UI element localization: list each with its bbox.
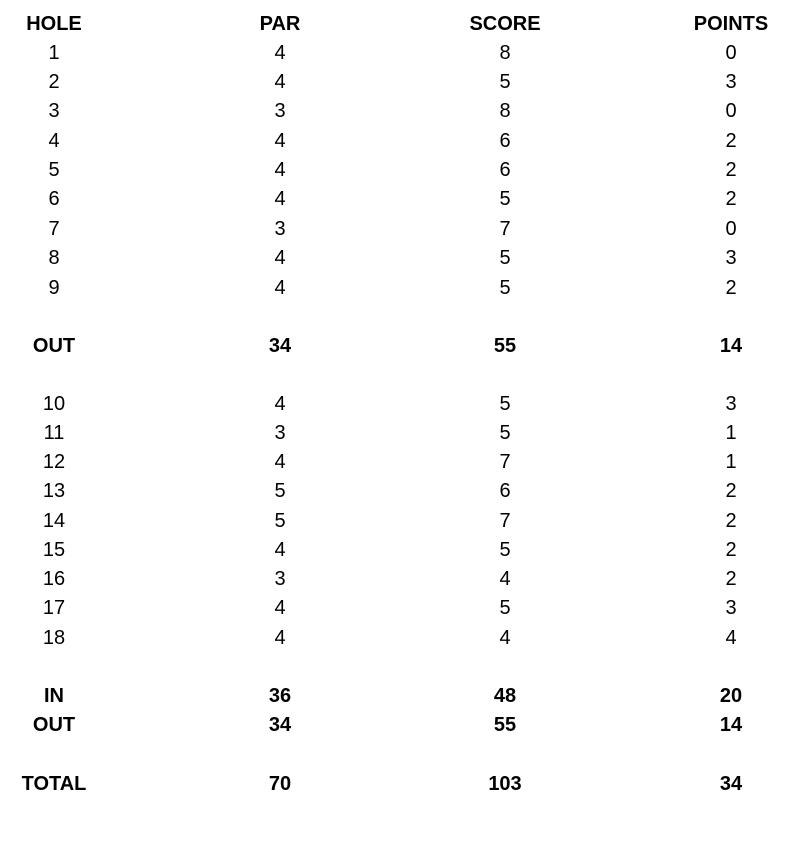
points-value: 0 xyxy=(725,100,737,122)
hole-number: 5 xyxy=(48,159,60,181)
points-value: 2 xyxy=(725,188,737,210)
table-row xyxy=(0,244,796,273)
par-value: 3 xyxy=(274,568,286,590)
header-row xyxy=(0,10,796,39)
par-value: 3 xyxy=(274,218,286,240)
hole-number: 11 xyxy=(43,422,65,444)
points-value: 2 xyxy=(725,539,737,561)
score-value: 5 xyxy=(499,539,511,561)
out-summary-par: 34 xyxy=(268,714,292,736)
table-row xyxy=(0,507,796,536)
score-value: 7 xyxy=(499,510,511,532)
score-value: 5 xyxy=(499,71,511,93)
in-points: 20 xyxy=(719,685,743,707)
hole-number: 16 xyxy=(42,568,66,590)
table-row xyxy=(0,39,796,68)
out-summary-row xyxy=(0,711,796,740)
out-subtotal-row xyxy=(0,332,796,361)
points-value: 1 xyxy=(725,422,737,444)
hole-number: 4 xyxy=(48,130,60,152)
out-summary-score: 55 xyxy=(493,714,517,736)
par-value: 5 xyxy=(274,510,286,532)
par-value: 4 xyxy=(274,247,286,269)
table-row xyxy=(0,68,796,97)
table-row xyxy=(0,97,796,126)
total-score: 103 xyxy=(488,773,522,795)
points-value: 1 xyxy=(725,451,737,473)
hole-number: 10 xyxy=(42,393,66,415)
score-value: 6 xyxy=(499,130,511,152)
out-par: 34 xyxy=(268,335,292,357)
hole-number: 13 xyxy=(42,480,66,502)
total-row xyxy=(0,770,796,799)
hole-number: 15 xyxy=(42,539,66,561)
table-row xyxy=(0,156,796,185)
hole-number: 14 xyxy=(42,510,66,532)
points-value: 0 xyxy=(725,42,737,64)
par-value: 4 xyxy=(274,451,286,473)
points-value: 2 xyxy=(725,480,737,502)
par-value: 3 xyxy=(274,422,286,444)
par-value: 4 xyxy=(274,393,286,415)
table-row xyxy=(0,390,796,419)
hole-number: 17 xyxy=(42,597,66,619)
header-hole: HOLE xyxy=(26,13,82,35)
hole-number: 9 xyxy=(48,277,60,299)
in-summary-row xyxy=(0,682,796,711)
par-value: 4 xyxy=(274,130,286,152)
table-row xyxy=(0,215,796,244)
score-value: 6 xyxy=(499,480,511,502)
points-value: 2 xyxy=(725,277,737,299)
score-value: 8 xyxy=(499,100,511,122)
total-points: 34 xyxy=(719,773,743,795)
par-value: 4 xyxy=(274,539,286,561)
table-row xyxy=(0,127,796,156)
score-value: 7 xyxy=(499,451,511,473)
points-value: 3 xyxy=(725,393,737,415)
score-value: 6 xyxy=(499,159,511,181)
par-value: 4 xyxy=(274,277,286,299)
points-value: 4 xyxy=(725,627,737,649)
table-row xyxy=(0,624,796,653)
par-value: 4 xyxy=(274,159,286,181)
table-row xyxy=(0,594,796,623)
score-value: 5 xyxy=(499,247,511,269)
header-par: PAR xyxy=(259,13,301,35)
out-score: 55 xyxy=(493,335,517,357)
points-value: 2 xyxy=(725,568,737,590)
hole-number: 8 xyxy=(48,247,60,269)
in-label: IN xyxy=(44,685,64,707)
table-row xyxy=(0,536,796,565)
par-value: 4 xyxy=(274,188,286,210)
header-score: SCORE xyxy=(469,13,541,35)
points-value: 2 xyxy=(725,159,737,181)
table-row xyxy=(0,274,796,303)
hole-number: 1 xyxy=(48,42,60,64)
table-row xyxy=(0,477,796,506)
par-value: 3 xyxy=(274,100,286,122)
in-par: 36 xyxy=(268,685,292,707)
in-score: 48 xyxy=(493,685,517,707)
score-value: 5 xyxy=(499,277,511,299)
score-value: 5 xyxy=(499,393,511,415)
header-points: POINTS xyxy=(693,13,769,35)
score-value: 5 xyxy=(499,188,511,210)
out-label: OUT xyxy=(32,335,76,357)
par-value: 5 xyxy=(274,480,286,502)
table-row xyxy=(0,565,796,594)
score-value: 4 xyxy=(499,627,511,649)
points-value: 3 xyxy=(725,597,737,619)
points-value: 2 xyxy=(725,130,737,152)
hole-number: 3 xyxy=(48,100,60,122)
table-row xyxy=(0,419,796,448)
out-summary-label: OUT xyxy=(32,714,76,736)
hole-number: 6 xyxy=(48,188,60,210)
points-value: 3 xyxy=(725,247,737,269)
par-value: 4 xyxy=(274,627,286,649)
score-value: 5 xyxy=(499,422,511,444)
hole-number: 12 xyxy=(42,451,66,473)
points-value: 3 xyxy=(725,71,737,93)
points-value: 0 xyxy=(725,218,737,240)
par-value: 4 xyxy=(274,42,286,64)
total-par: 70 xyxy=(268,773,292,795)
hole-number: 7 xyxy=(48,218,60,240)
par-value: 4 xyxy=(274,71,286,93)
table-row xyxy=(0,185,796,214)
score-value: 8 xyxy=(499,42,511,64)
out-summary-points: 14 xyxy=(719,714,743,736)
hole-number: 18 xyxy=(42,627,66,649)
table-row xyxy=(0,448,796,477)
points-value: 2 xyxy=(725,510,737,532)
score-value: 5 xyxy=(499,597,511,619)
total-label: TOTAL xyxy=(21,773,87,795)
hole-number: 2 xyxy=(48,71,60,93)
par-value: 4 xyxy=(274,597,286,619)
score-value: 7 xyxy=(499,218,511,240)
score-value: 4 xyxy=(499,568,511,590)
out-points: 14 xyxy=(719,335,743,357)
